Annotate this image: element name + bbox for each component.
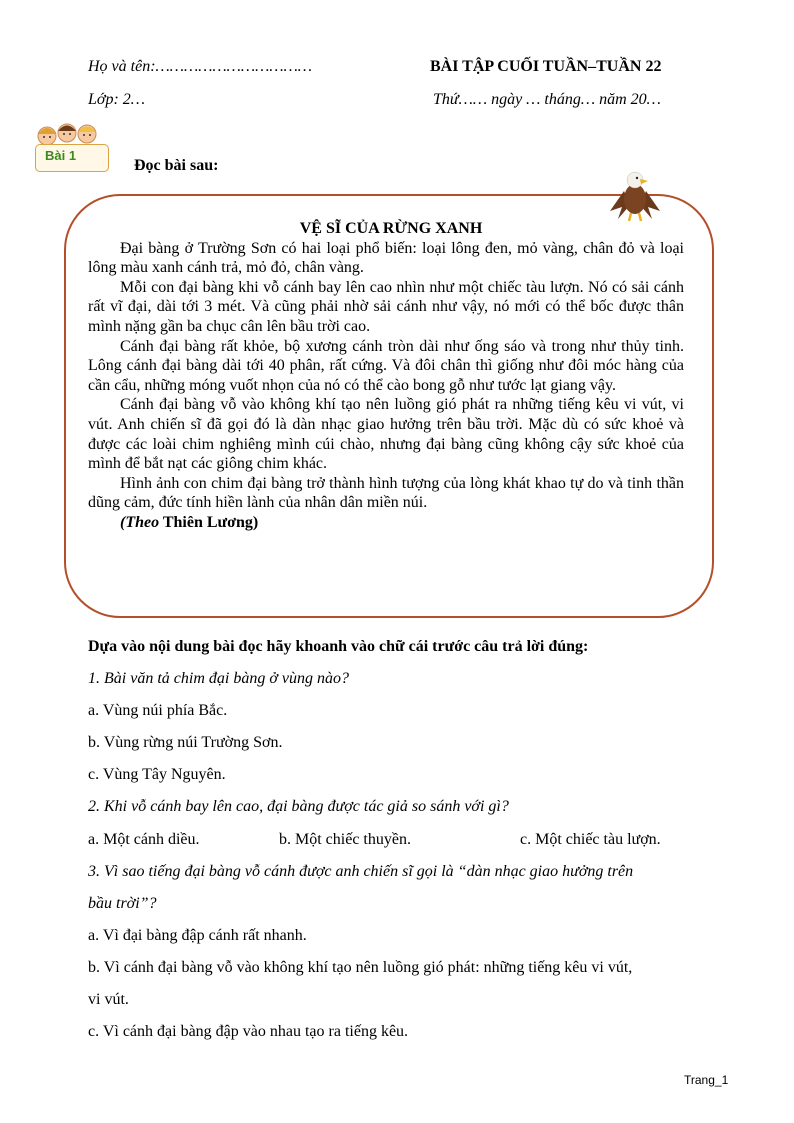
class-label: Lớp: 2…: [88, 91, 145, 108]
q3-option-b-line2: vi vút.: [88, 991, 129, 1008]
badge-label: Bài 1: [45, 148, 77, 163]
story-paragraph: Cánh đại bàng vỗ vào không khí tạo nên luồng gió phát ra những tiếng kêu vi vút, vi vút. Anh chiến sĩ đã gọi đó là dàn nhạc giao hưởng trên bầu trời. Mặc dù có sức khoẻ và được các loài chim nghiêng mình cúi chào, nhưng đại bàng cũng không cậy sức khoẻ của mình để bắt nạt các giông chim khác.: [88, 396, 684, 473]
q3-option-c: c. Vì cánh đại bàng đập vào nhau tạo ra tiếng kêu.: [88, 1023, 409, 1040]
page-number: Trang_1: [684, 1073, 729, 1087]
worksheet-title: BÀI TẬP CUỐI TUẦN–TUẦN 22: [430, 58, 662, 75]
question-3-line2: bầu trời”?: [88, 895, 157, 912]
source-author: Thiên Lương): [159, 513, 259, 531]
date-label: Thứ…… ngày … tháng… năm 20…: [433, 91, 661, 108]
exercise-badge: [33, 118, 111, 178]
story-paragraph: Đại bàng ở Trường Sơn có hai loại phổ biến: loại lông đen, mỏ vàng, chân đỏ và loại lông màu xanh cánh trả, mỏ đỏ, chân vàng.: [88, 239, 684, 277]
story-title: VỆ SĨ CỦA RỪNG XANH: [299, 220, 483, 237]
source-prefix: (Theo: [120, 513, 160, 531]
q3-option-b-line1: b. Vì cánh đại bàng vỗ vào không khí tạo nên luồng gió phát: những tiếng kêu vi vút,: [88, 959, 633, 976]
story-paragraph: Cánh đại bàng rất khỏe, bộ xương cánh tròn dài như ống sáo và trong như thủy tinh. Lông cánh đại bàng dài tới 40 phân, rất cứng. Và đôi chân thì giống như đôi móc hàng của cần cẩu, những móng vuốt nhọn của nó có thể cào bong gỗ như tước lạt giang vậy.: [88, 337, 684, 394]
q2-option-b: b. Một chiếc thuyền.: [279, 831, 411, 848]
name-label: Họ và tên:……………………………: [88, 58, 313, 75]
instruction: Đọc bài sau:: [134, 157, 219, 174]
q3-option-a: a. Vì đại bàng đập cánh rất nhanh.: [88, 927, 307, 944]
story-paragraph: Mỗi con đại bàng khi vỗ cánh bay lên cao nhìn như một chiếc tàu lượn. Nó có sải cánh rất vĩ đại, dài tới 3 mét. Và cũng phải nhờ sải cánh như vậy, nó mới có thể bốc được thân mình nặng gần ba chục cân lên bầu trời cao.: [88, 278, 684, 335]
questions-intro: Dựa vào nội dung bài đọc hãy khoanh vào chữ cái trước câu trả lời đúng:: [88, 638, 589, 655]
question-1: 1. Bài văn tả chim đại bàng ở vùng nào?: [88, 670, 349, 687]
story-paragraph: Hình ảnh con chim đại bàng trở thành hình tượng của lòng khát khao tự do và tinh thần dũng cảm, đức tính hiền lành của nhân dân miền núi.: [88, 474, 684, 512]
q1-option-a: a. Vùng núi phía Bắc.: [88, 702, 228, 719]
question-3-line1: 3. Vì sao tiếng đại bàng vỗ cánh được anh chiến sĩ gọi là “dàn nhạc giao hưởng trên: [88, 863, 634, 880]
q2-option-c: c. Một chiếc tàu lượn.: [520, 831, 661, 848]
eagle-icon: [604, 165, 666, 227]
story-source: [88, 513, 684, 533]
q2-option-a: a. Một cánh diều.: [88, 831, 200, 848]
q1-option-b: b. Vùng rừng núi Trường Sơn.: [88, 734, 283, 751]
story: [88, 219, 684, 533]
question-2: 2. Khi vỗ cánh bay lên cao, đại bàng được tác giả so sánh với gì?: [88, 798, 509, 815]
q1-option-c: c. Vùng Tây Nguyên.: [88, 766, 226, 783]
